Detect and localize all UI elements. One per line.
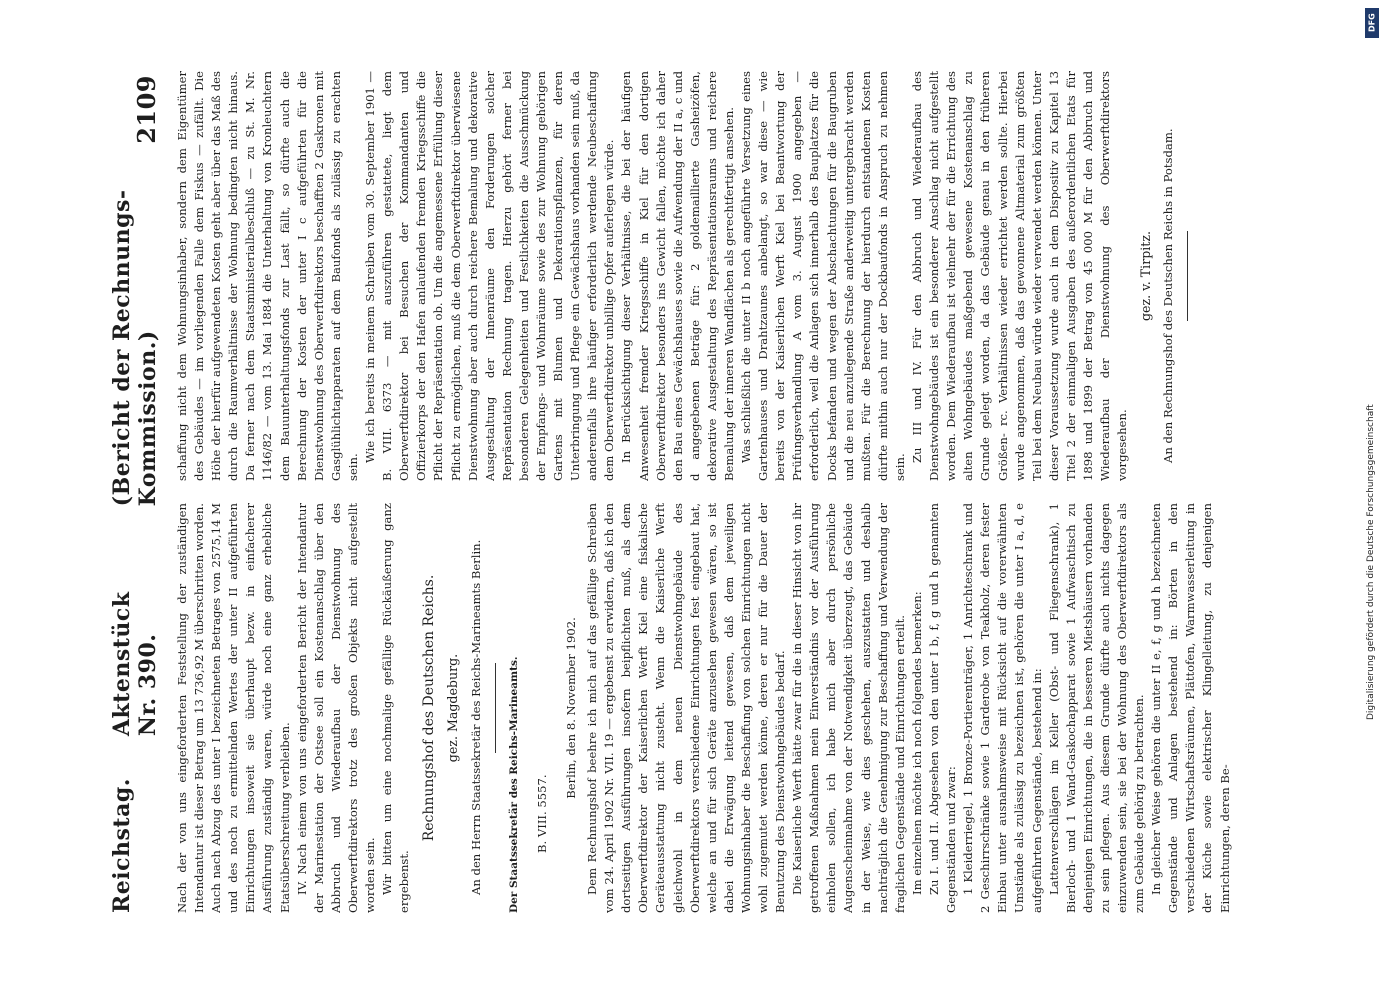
paragraph: IV. Nach einem von uns eingeforderten Bericht der Intendantur der Marinestation der Ostsee soll ein Kostenanschlag über den Abbruch und Wiederaufbau der Dienstwohnung des Oberwerftdirektors trotz des großen Objekts nicht aufgestellt worden sein. [294, 503, 378, 913]
paragraph: schaffung nicht dem Wohnungsinhaber, sondern dem Eigentümer des Gebäudes — im vorliegenden Falle dem Fiskus — zufällt. Die Höhe der hierfür aufgewendeten Kosten geht aber über das Maß des durch die Raumverhältnisse der Wohnung bedingten nicht hinaus. Da ferner nach dem Staatsministerialbeschluß — zu St. M. Nr. 1146/82 — vom 13. Mai 1884 die Unterhaltung von Kronleuchtern dem Bauunterhaltungsfonds zur Last fällt, so dürfte auch die Berechnung der Kosten der unter I c aufgeführten für die Dienstwohnung des Oberwerftdirektors beschafften 2 Gaskronen mit Gasglühlichtapparaten auf dem Baufonds als zulässig zu erachten sein. [175, 71, 360, 481]
divider [495, 663, 496, 753]
dfg-logo-icon: DFG [1365, 8, 1379, 38]
paragraph: In gleicher Weise gehören die unter II e, f, g und h bezeichneten Gegenstände und Anlagen bestehend in: Börten in den verschiedenen Wirtschaftsräumen, Plättofen, Warmwasserleitung in der Küche sowie elektrischer Klingelleitung, zu denjenigen Einrichtungen, deren Be- [1149, 503, 1232, 913]
addressee: An den Herrn Staatssekretär des Reichs-Marineamts Berlin. [468, 539, 483, 895]
signature-name: gez. v. Tirpitz. [1138, 230, 1154, 322]
paragraph: Im einzelnen möchte ich noch folgendes bemerken: [909, 591, 924, 895]
signature-institution: Rechnungshof des Deutschen Reichs. [421, 574, 438, 842]
signature-name: gez. Magdeburg. [445, 653, 461, 763]
date-line: Berlin, den 8. November 1902. [563, 617, 578, 799]
digitization-stamp [1361, 0, 1383, 720]
document-page [66, 35, 1316, 965]
paragraph: Wir bitten um eine nochmalige gefällige Rückäußerung ganz ergebenst. [380, 503, 412, 913]
reference-number: B. VIII. 5557. [535, 774, 550, 853]
paragraph: Lattenverschlägen im Keller (Obst- und Fliegenschrank), 1 Bierloch- und 1 Wand-Gaskochapparat sowie 1 Aufwaschtisch zu denjenigen Einrichtungen, die in besseren Mietshäusern vorhanden zu sein pflegen. Aus diesem Grunde dürfte auch nichts dagegen einzuwenden sein, sie bei der Wohnung des Oberwerftdirektors als zum Gebäude gehörig zu betrachten. [1046, 503, 1147, 913]
paragraph: Nach der von uns eingeforderten Feststellung der zuständigen Intendantur ist dieser Betrag um 13 736,92 M überschritten worden. Auch nach Abzug des unter I bezeichneten Betrages von 2575,14 M und des noch zu ermittelnden Wertes der unter II aufgeführten Einrichtungen insoweit sie überhaupt bezw. in einfacherer Ausführung zuständig waren, würde noch eine ganz erhebliche Etatsüberschreitung verbleiben. [175, 503, 292, 913]
right-column [174, 71, 1244, 481]
paragraph: Dem Rechnungshof beehre ich mich auf das gefällige Schreiben vom 24. April 1902 Nr. VII. 19 — ergebenst zu erwidern, daß ich den dortseitigen Ausführungen insofern beipflichten muß, als dem Oberwerftdirektor der Kaiserlichen Werft Kiel eine fiskalische Geräteausstattung nicht zusteht. Wenn die Kaiserliche Werft gleichwohl in dem neuen Dienstwohngebäude des Oberwerftdirektors verschiedene Einrichtungen fest eingebaut hat, welche an und für sich Geräte anzusehen gewesen wären, so ist dabei die Erwägung leitend gewesen, daß dem jeweiligen Wohnungsinhaber die Beschaffung von solchen Einrichtungen nicht wohl zugemutet werden könne, deren er nur für die Dauer der Benutzung des Dienstwohngebäudes bedarf. [585, 503, 788, 913]
paragraph: Die Kaiserliche Werft hätte zwar für die in dieser Hinsicht von ihr getroffenen Maßnahmen mein Einverständnis vor der Ausführung einholen sollen, ich habe mich aber durch persönliche Augenscheinnahme von der Notwendigkeit überzeugt, das Gebäude in der Weise, wie dies geschehen, auszustatten und deshalb nachträglich die Genehmigung zur Beschaffung und Verwendung der fraglichen Gegenstände und Einrichtungen erteilt. [790, 503, 907, 913]
section-heading: Der Staatssekretär des Reichs-Marineamts. [507, 656, 520, 913]
stamp-text: Digitalisierung gefördert durch die Deutsche Forschungsgemeinschaft [1366, 404, 1376, 720]
paragraph: Wie ich bereits in meinem Schreiben vom 30. September 1901 — B. VIII. 6373 — mit auszuführen gestattete, liegt dem Oberwerftdirektor bei Besuchen der Kommandanten und Offizierkorps der den Hafen anlaufenden fremden Kriegsschiffe die Pflicht der Repräsentation ob. Um die angemessene Erfüllung dieser Pflicht zu ermöglichen, muß die dem Oberwerftdirektor überwiesene Dienstwohnung aber auch durch reichere Bemalung und dekorative Ausgestaltung der Innenräume den Forderungen solcher Repräsentation Rechnung tragen. Hierzu gehört ferner bei besonderen Gelegenheiten und Festlichkeiten die Ausschmückung der Empfangs- und Wohnräume sowie des zur Wohnung gehörigen Gartens mit Blumen und Dekorationspflanzen, für deren Unterbringung und Pflege ein Gewächshaus vorhanden sein muß, da anderenfalls ihre häufiger erforderlich werdende Neubeschaffung dem Oberwerftdirektor unbillige Opfer auferlegen würde. [363, 71, 617, 481]
left-column [174, 503, 1244, 913]
divider [1187, 231, 1188, 321]
paragraph: Zu I. und II. Abgesehen von den unter I b, f, g und h genannten Gegenständen und zwar: [926, 503, 959, 913]
paragraph: In Berücksichtigung dieser Verhältnisse, die bei der häufigen Anwesenheit fremder Kriegsschiffe in Kiel für den dortigen Oberwerftdirektor besonders ins Gewicht fallen, möchte ich daher den Bau eines Gewächshauses sowie die Aufwendung der II a, c und d angegebenen Beträge für: 2 goldemaillierte Gasheizöfen, dekorative Ausgestaltung des Repräsentationsraums und reichere Bemalung der inneren Wandflächen als gerechtfertigt ansehen. [619, 71, 736, 481]
header-left [109, 144, 161, 913]
document-number: Aktenstück Nr. 390. [109, 591, 161, 737]
paragraph: Zu III und IV. Für den Abbruch und Wiederaufbau des Dienstwohngebäudes ist ein besonderer Anschlag nicht aufgestellt worden. Dem Wiederaufbau ist vielmehr der für die Errichtung des alten Wohngebäudes maßgebend gewesene Kostenanschlag zu Grunde gelegt worden, da das Gebäude genau in den früheren Größen- rc. Verhältnissen wieder errichtet werden sollte. Hierbei wurde angenommen, daß das gewonnene Altmaterial zum größten Teil bei dem Neubau würde wieder verwendet werden können. Unter dieser Voraussetzung wurde auch in dem Dispositiv zu Kapitel 13 Titel 2 der einmaligen Ausgaben des außerordentlichen Etats für 1898 und 1899 der Betrag von 45 000 M für den Abbruch und Wiederaufbau der Dienstwohnung des Oberwerftdirektors vorgesehen. [910, 71, 1130, 481]
header-title: Reichstag. [109, 778, 135, 913]
addressee: An den Rechnungshof des Deutschen Reichs in Potsdam. [1161, 128, 1176, 463]
paragraph: 1 Kleiderriegel, 1 Bronze-Portierenträger, 1 Anrichteschrank und 2 Geschirrschränke sowie 1 Garderobe von Teakholz, deren fester Einbau unter ausnahmsweise mit Rücksicht auf die vorerwähnten Umstände als zulässig zu bezeichnen ist, gehören die unter I a, d, e aufgeführten Gegenstände, bestehend in: [961, 503, 1044, 913]
page-header [109, 75, 161, 913]
commission-title: (Bericht der Rechnungs-Kommission.) [109, 189, 161, 507]
paragraph: Was schließlich die unter II b noch angeführte Versetzung eines Gartenhauses und Drahtzaunes anbelangt, so war diese — wie bereits von der Kaiserlichen Werft Kiel bei Beantwortung der Prüfungsverhandlung A vom 3. August 1900 angegeben — erforderlich, weil die Anlagen sich innerhalb des Bauplatzes für die Docks befanden und wegen der Abschachtungen für die Baugruben und die neu anzulegende Straße anderweitig untergebracht werden mußten. Für die Berechnung der hierdurch entstandenen Kosten dürfte mithin auch nur der Dockbaufonds in Anspruch zu nehmen sein. [739, 71, 907, 481]
page-number: 2109 [132, 75, 161, 144]
